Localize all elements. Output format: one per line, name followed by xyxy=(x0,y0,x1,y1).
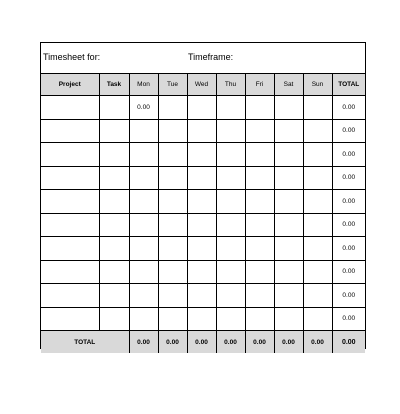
cell-fri[interactable] xyxy=(245,119,274,143)
cell-task[interactable] xyxy=(99,213,129,237)
timesheet-for-label: Timesheet for: xyxy=(43,52,101,62)
cell-fri[interactable] xyxy=(245,213,274,237)
cell-project[interactable] xyxy=(41,190,99,214)
total-tue: 0.00 xyxy=(158,331,187,354)
table-row xyxy=(41,166,365,190)
cell-total: 0.00 xyxy=(332,284,365,308)
total-wed: 0.00 xyxy=(187,331,216,354)
cell-tue[interactable] xyxy=(158,166,187,190)
cell-sat[interactable] xyxy=(274,237,303,261)
cell-task[interactable] xyxy=(99,307,129,331)
cell-total: 0.00 xyxy=(332,143,365,167)
cell-wed[interactable] xyxy=(187,213,216,237)
total-thu: 0.00 xyxy=(216,331,245,354)
cell-wed[interactable] xyxy=(187,190,216,214)
cell-task[interactable] xyxy=(99,190,129,214)
cell-sun[interactable] xyxy=(303,237,332,261)
cell-fri[interactable] xyxy=(245,237,274,261)
total-mon: 0.00 xyxy=(129,331,158,354)
cell-thu[interactable] xyxy=(216,190,245,214)
cell-sun[interactable] xyxy=(303,119,332,143)
cell-sat[interactable] xyxy=(274,190,303,214)
cell-total: 0.00 xyxy=(332,237,365,261)
cell-thu[interactable] xyxy=(216,166,245,190)
cell-sat[interactable] xyxy=(274,307,303,331)
col-header-project: Project xyxy=(41,74,99,96)
timesheet-header xyxy=(41,43,365,74)
total-fri: 0.00 xyxy=(245,331,274,354)
cell-project[interactable] xyxy=(41,143,99,167)
cell-mon[interactable] xyxy=(129,190,158,214)
cell-sat[interactable] xyxy=(274,260,303,284)
cell-tue[interactable] xyxy=(158,119,187,143)
cell-fri[interactable] xyxy=(245,307,274,331)
cell-task[interactable] xyxy=(99,284,129,308)
cell-thu[interactable] xyxy=(216,237,245,261)
cell-wed[interactable] xyxy=(187,166,216,190)
col-header-sat: Sat xyxy=(274,74,303,96)
cell-sat[interactable] xyxy=(274,143,303,167)
cell-sat[interactable] xyxy=(274,96,303,120)
cell-tue[interactable] xyxy=(158,96,187,120)
table-row xyxy=(41,237,365,261)
cell-fri[interactable] xyxy=(245,190,274,214)
cell-wed[interactable] xyxy=(187,237,216,261)
cell-fri[interactable] xyxy=(245,96,274,120)
cell-task[interactable] xyxy=(99,237,129,261)
timesheet-table xyxy=(41,74,365,353)
table-row xyxy=(41,119,365,143)
cell-mon[interactable] xyxy=(129,143,158,167)
total-sat: 0.00 xyxy=(274,331,303,354)
cell-total: 0.00 xyxy=(332,119,365,143)
cell-sun[interactable] xyxy=(303,190,332,214)
cell-wed[interactable] xyxy=(187,143,216,167)
cell-task[interactable] xyxy=(99,166,129,190)
cell-wed[interactable] xyxy=(187,96,216,120)
total-sun: 0.00 xyxy=(303,331,332,354)
cell-mon[interactable] xyxy=(129,119,158,143)
cell-wed[interactable] xyxy=(187,119,216,143)
cell-sun[interactable] xyxy=(303,213,332,237)
table-row xyxy=(41,307,365,331)
cell-wed[interactable] xyxy=(187,284,216,308)
cell-mon[interactable] xyxy=(129,166,158,190)
cell-total: 0.00 xyxy=(332,96,365,120)
cell-sun[interactable] xyxy=(303,307,332,331)
cell-project[interactable] xyxy=(41,260,99,284)
cell-mon[interactable] xyxy=(129,260,158,284)
totals-row xyxy=(41,331,365,354)
col-header-thu: Thu xyxy=(216,74,245,96)
cell-sat[interactable] xyxy=(274,119,303,143)
cell-project[interactable] xyxy=(41,119,99,143)
cell-task[interactable] xyxy=(99,260,129,284)
cell-thu[interactable] xyxy=(216,143,245,167)
cell-wed[interactable] xyxy=(187,307,216,331)
cell-tue[interactable] xyxy=(158,143,187,167)
cell-thu[interactable] xyxy=(216,284,245,308)
cell-task[interactable] xyxy=(99,96,129,120)
cell-sat[interactable] xyxy=(274,166,303,190)
cell-tue[interactable] xyxy=(158,307,187,331)
col-header-fri: Fri xyxy=(245,74,274,96)
cell-fri[interactable] xyxy=(245,166,274,190)
cell-sun[interactable] xyxy=(303,143,332,167)
cell-total: 0.00 xyxy=(332,307,365,331)
cell-sat[interactable] xyxy=(274,284,303,308)
cell-mon[interactable] xyxy=(129,237,158,261)
cell-task[interactable] xyxy=(99,143,129,167)
cell-thu[interactable] xyxy=(216,213,245,237)
cell-thu[interactable] xyxy=(216,119,245,143)
timeframe-label: Timeframe: xyxy=(188,52,234,62)
cell-thu[interactable] xyxy=(216,96,245,120)
cell-sun[interactable] xyxy=(303,260,332,284)
cell-total: 0.00 xyxy=(332,260,365,284)
cell-tue[interactable] xyxy=(158,237,187,261)
table-row xyxy=(41,96,365,120)
cell-project[interactable] xyxy=(41,96,99,120)
cell-fri[interactable] xyxy=(245,260,274,284)
cell-sat[interactable] xyxy=(274,213,303,237)
cell-tue[interactable] xyxy=(158,284,187,308)
column-header-row xyxy=(41,74,365,96)
cell-mon[interactable]: 0.00 xyxy=(129,96,158,120)
cell-thu[interactable] xyxy=(216,307,245,331)
cell-total: 0.00 xyxy=(332,213,365,237)
cell-task[interactable] xyxy=(99,119,129,143)
cell-tue[interactable] xyxy=(158,190,187,214)
cell-mon[interactable] xyxy=(129,213,158,237)
cell-mon[interactable] xyxy=(129,307,158,331)
cell-thu[interactable] xyxy=(216,260,245,284)
table-row xyxy=(41,284,365,308)
cell-project[interactable] xyxy=(41,237,99,261)
cell-project[interactable] xyxy=(41,166,99,190)
col-header-wed: Wed xyxy=(187,74,216,96)
table-row xyxy=(41,260,365,284)
table-row xyxy=(41,190,365,214)
cell-mon[interactable] xyxy=(129,284,158,308)
cell-tue[interactable] xyxy=(158,213,187,237)
cell-sun[interactable] xyxy=(303,284,332,308)
cell-tue[interactable] xyxy=(158,260,187,284)
cell-sun[interactable] xyxy=(303,166,332,190)
timesheet xyxy=(40,42,366,349)
col-header-tue: Tue xyxy=(158,74,187,96)
cell-fri[interactable] xyxy=(245,143,274,167)
table-row xyxy=(41,213,365,237)
cell-wed[interactable] xyxy=(187,260,216,284)
cell-fri[interactable] xyxy=(245,284,274,308)
cell-project[interactable] xyxy=(41,284,99,308)
grand-total: 0.00 xyxy=(332,331,365,354)
col-header-mon: Mon xyxy=(129,74,158,96)
cell-total: 0.00 xyxy=(332,190,365,214)
totals-label: TOTAL xyxy=(41,331,129,354)
col-header-task: Task xyxy=(99,74,129,96)
cell-project[interactable] xyxy=(41,307,99,331)
cell-project[interactable] xyxy=(41,213,99,237)
table-row xyxy=(41,143,365,167)
col-header-total: TOTAL xyxy=(332,74,365,96)
cell-sun[interactable] xyxy=(303,96,332,120)
col-header-sun: Sun xyxy=(303,74,332,96)
cell-total: 0.00 xyxy=(332,166,365,190)
